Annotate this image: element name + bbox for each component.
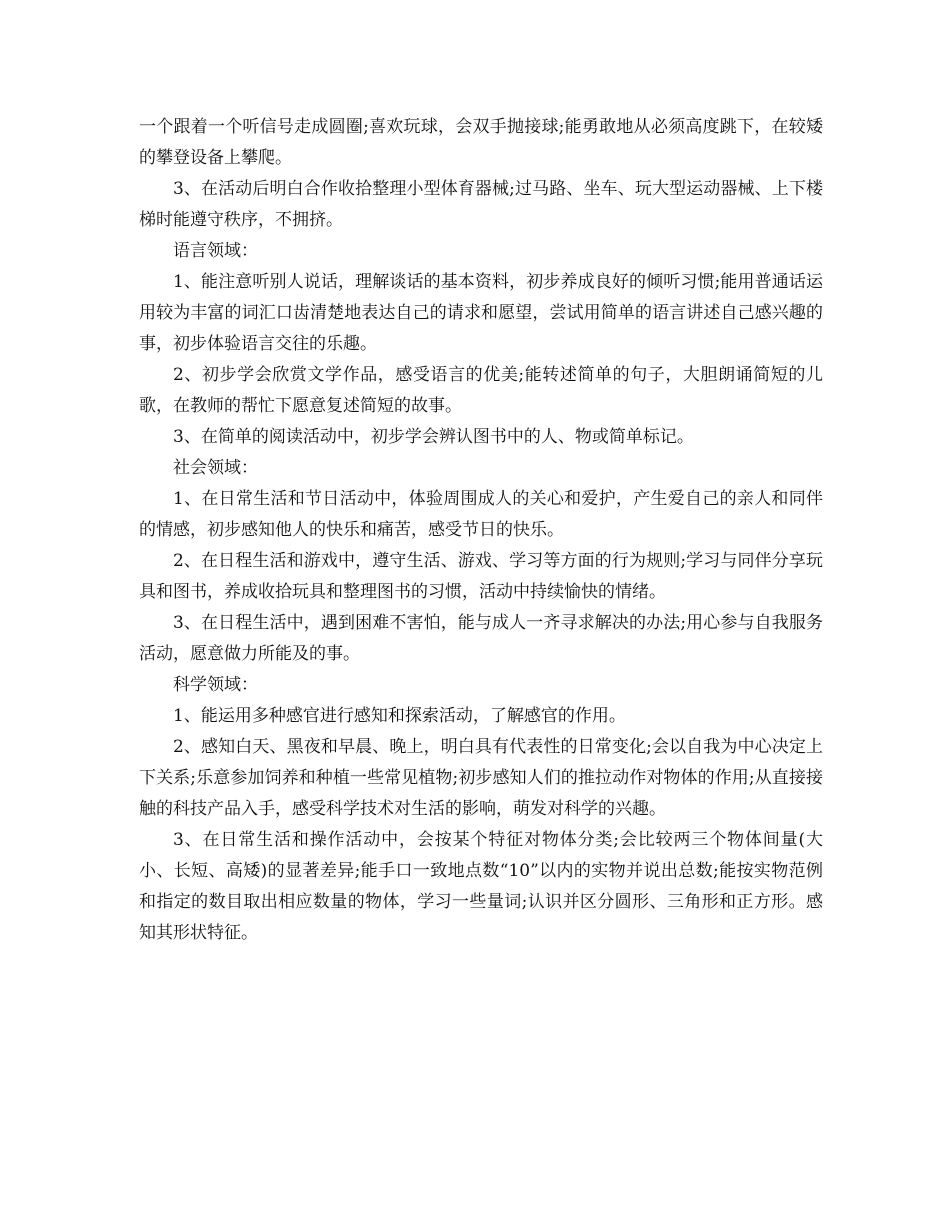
section-heading-science: 科学领域： [173, 675, 258, 695]
section-heading-social: 社会领域： [173, 458, 258, 478]
paragraph-language-3: 3、在简单的阅读活动中，初步学会辨认图书中的人、物或简单标记。 [173, 427, 694, 447]
paragraph-science-2: 2、感知白天、黑夜和早晨、晚上，明白具有代表性的日常变化;会以自我为中心决定上下关系;乐意参加饲养和种植一些常见植物;初步感知人们的推拉动作对物体的作用;从直接接触的科技产品入手，感受科学技术对生活的影响，萌发对科学的兴趣。 [139, 737, 823, 819]
paragraph-social-1: 1、在日常生活和节日活动中，体验周围成人的关心和爱护，产生爱自己的亲人和同伴的情感，初步感知他人的快乐和痛苦，感受节日的快乐。 [139, 489, 823, 540]
paragraph-science-1: 1、能运用多种感官进行感知和探索活动，了解感官的作用。 [173, 706, 626, 726]
paragraph-1: 一个跟着一个听信号走成圆圈;喜欢玩球，会双手抛接球;能勇敢地从必须高度跳下，在较矮的攀登设备上攀爬。 [139, 117, 823, 168]
paragraph-language-1: 1、能注意听别人说话，理解谈话的基本资料，初步养成良好的倾听习惯;能用普通话运用较为丰富的词汇口齿清楚地表达自己的请求和愿望，尝试用简单的语言讲述自己感兴趣的事，初步体验语言交往的乐趣。 [139, 272, 823, 354]
paragraph-language-2: 2、初步学会欣赏文学作品，感受语言的优美;能转述简单的句子，大胆朗诵简短的儿歌，在教师的帮忙下愿意复述简短的故事。 [139, 365, 823, 416]
section-heading-language: 语言领域： [173, 241, 258, 261]
paragraph-2: 3、在活动后明白合作收拾整理小型体育器械;过马路、坐车、玩大型运动器械、上下楼梯时能遵守秩序，不拥挤。 [139, 179, 823, 230]
paragraph-social-2: 2、在日程生活和游戏中，遵守生活、游戏、学习等方面的行为规则;学习与同伴分享玩具和图书，养成收拾玩具和整理图书的习惯，活动中持续愉快的情绪。 [139, 551, 823, 602]
paragraph-social-3: 3、在日程生活中，遇到困难不害怕，能与成人一齐寻求解决的办法;用心参与自我服务活动，愿意做力所能及的事。 [139, 613, 823, 664]
document-body [139, 112, 823, 949]
paragraph-science-3: 3、在日常生活和操作活动中，会按某个特征对物体分类;会比较两三个物体间量(大小、长短、高矮)的显著差异;能手口一致地点数“10”以内的实物并说出总数;能按实物范例和指定的数目取出相应数量的物体，学习一些量词;认识并区分圆形、三角形和正方形。感知其形状特征。 [139, 830, 823, 943]
